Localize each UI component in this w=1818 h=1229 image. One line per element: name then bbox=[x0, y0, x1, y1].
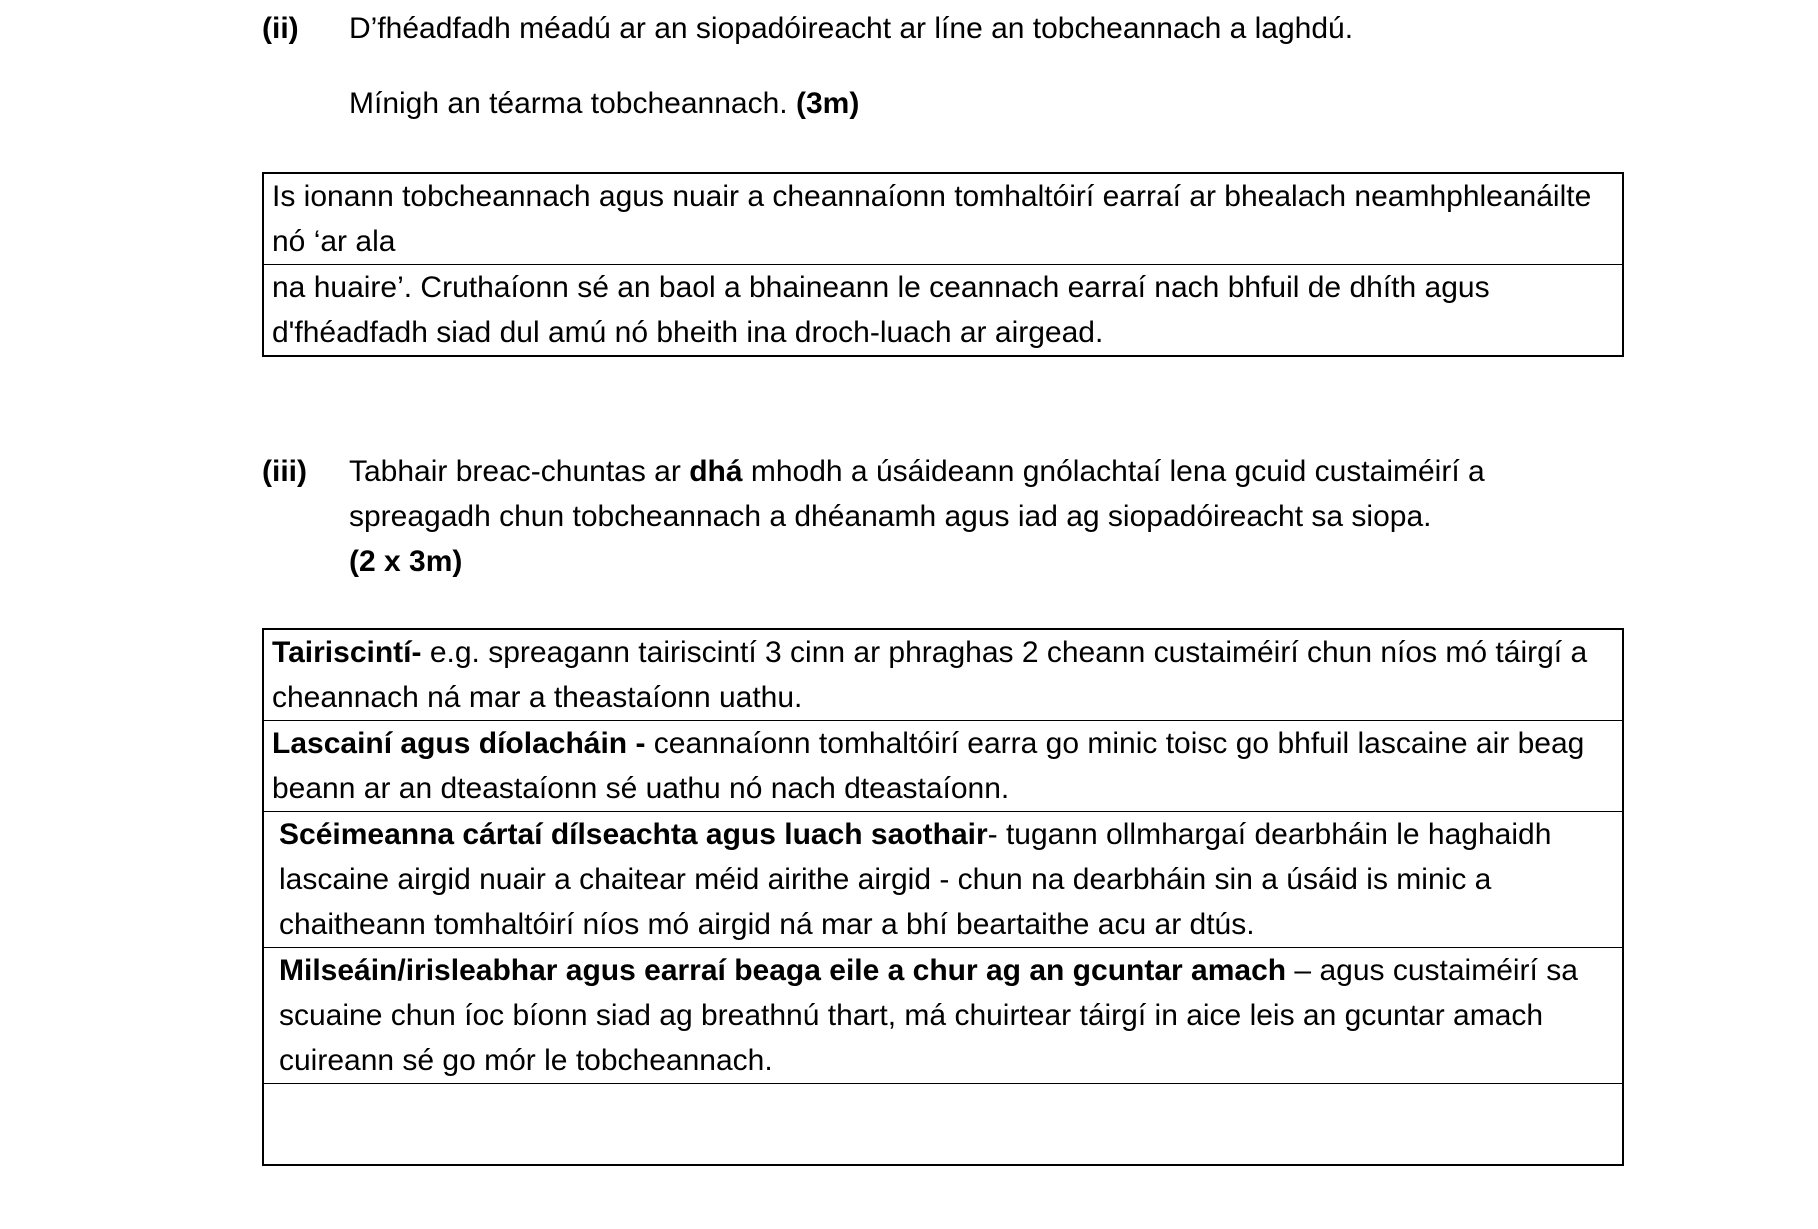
answer-heading: Milseáin/irisleabhar agus earraí beaga eile a chur ag an gcuntar amach bbox=[279, 954, 1287, 987]
answer-heading: Lascainí agus díolacháin - bbox=[272, 727, 646, 760]
question-iii bbox=[262, 449, 1622, 584]
answer-row bbox=[264, 630, 1622, 721]
marks-label: (3m) bbox=[795, 87, 860, 120]
answer-heading: Tairiscintí- bbox=[272, 636, 422, 669]
statement-part: mhodh a úsáideann gnólachtaí lena gcuid custaiméirí a spreagadh chun tobcheannach a dhéanamh agus iad ag siopadóireacht sa siopa. bbox=[349, 455, 1485, 533]
answer-row bbox=[264, 948, 1622, 1084]
answer-box-iii bbox=[262, 628, 1624, 1166]
answer-row: na huaire’. Cruthaíonn sé an baol a bhaineann le ceannach earraí nach bhfuil de dhíth agus d'fhéadfadh siad dul amú nó bheith ina droch-luach ar airgead. bbox=[272, 271, 1490, 349]
question-instruction bbox=[349, 81, 1622, 126]
question-statement: D’fhéadfadh méadú ar an siopadóireacht ar líne an tobcheannach a laghdú. bbox=[349, 12, 1354, 45]
answer-row: Is ionann tobcheannach agus nuair a cheannaíonn tomhaltóirí earraí ar bhealach neamhphleanáilte nó ‘ar ala bbox=[264, 174, 1622, 265]
question-number: (iii) bbox=[262, 455, 307, 488]
answer-heading: Scéimeanna cártaí dílseachta agus luach saothair bbox=[279, 818, 988, 851]
instruction-text: Mínigh an téarma tobcheannach. bbox=[349, 87, 788, 120]
answer-row bbox=[264, 812, 1622, 948]
answer-body: – agus custaiméirí sa scuaine chun íoc bíonn siad ag breathnú thart, má chuirtear táirgí in aice leis an gcuntar amach cuireann sé go mór le tobcheannach. bbox=[279, 954, 1578, 1077]
question-ii bbox=[262, 6, 1622, 126]
answer-body: ceannaíonn tomhaltóirí earra go minic toisc go bhfuil lascaine air beag beann ar an dteastaíonn sé uathu nó nach dteastaíonn. bbox=[272, 727, 1585, 805]
answer-box-ii bbox=[262, 172, 1624, 357]
question-number: (ii) bbox=[262, 12, 299, 45]
statement-part: Tabhair breac-chuntas ar bbox=[349, 455, 690, 488]
answer-row bbox=[264, 721, 1622, 812]
question-statement bbox=[349, 449, 1622, 584]
statement-emphasis: dhá bbox=[689, 455, 743, 488]
marks-label: (2 x 3m) bbox=[349, 545, 463, 578]
answer-body: - tugann ollmhargaí dearbháin le haghaidh lascaine airgid nuair a chaitear méid airithe airgid - chun na dearbháin sin a úsáid is minic a chaitheann tomhaltóirí níos mó airgid ná mar a bhí beartaithe acu ar dtús. bbox=[279, 818, 1552, 941]
answer-body: e.g. spreagann tairiscintí 3 cinn ar phraghas 2 cheann custaiméirí chun níos mó táirgí a cheannach ná mar a theastaíonn uathu. bbox=[272, 636, 1588, 714]
answer-row-empty[interactable] bbox=[264, 1084, 1622, 1164]
